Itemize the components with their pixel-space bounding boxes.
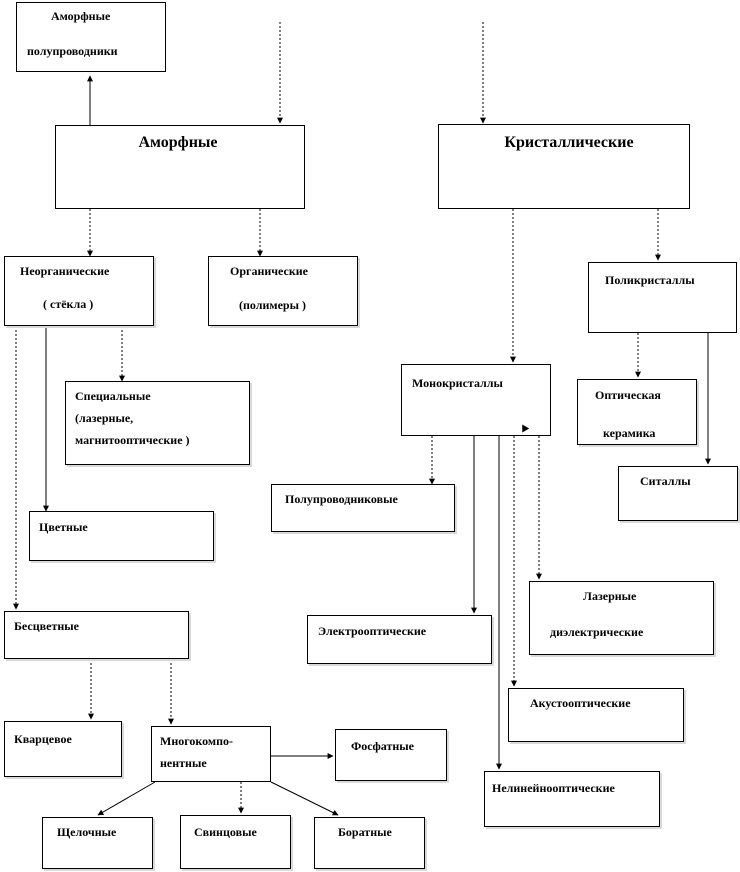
node-optical-ceramics-label-1: Оптическая: [595, 388, 661, 402]
node-inorganic-label-1: Неорганические: [20, 264, 110, 278]
node-crystalline-label: Кристаллические: [504, 134, 634, 151]
amorph-semi-word2: полупроводники: [27, 44, 118, 58]
node-special-label-1: Специальные: [75, 389, 151, 403]
node-multicomponent-label-1: Многокомпо-: [160, 734, 234, 748]
node-phosphate-box: [335, 729, 447, 781]
node-acoustooptic-label: Акустооптические: [530, 696, 631, 710]
node-lead-label: Свинцовые: [194, 825, 257, 839]
node-organic-label-2: (полимеры ): [239, 298, 306, 312]
node-monocrystals-label: Монокристаллы: [412, 376, 503, 390]
node-organic-label-1: Органические: [230, 264, 309, 278]
node-laser-dielectric-label-2: диэлектрические: [550, 625, 644, 639]
node-amorphous-label: Аморфные: [138, 134, 218, 151]
node-electrooptic-label: Электрооптические: [318, 624, 427, 638]
node-amorphous-semiconductors-line1: [51, 8, 110, 24]
link-multi-to-borate: [271, 782, 338, 815]
node-colorless-label: Бесцветные: [14, 619, 79, 633]
node-polycrystals-label: Поликристаллы: [605, 273, 695, 287]
node-sitalls-label: Ситаллы: [640, 474, 691, 488]
node-nonlinear-optic-label: Нелинейнооптические: [492, 781, 615, 795]
amorph-semi-word1: Аморфные: [51, 9, 111, 23]
node-colored-label: Цветные: [39, 520, 88, 534]
node-optical-ceramics-label-2: керамика: [603, 426, 656, 440]
node-quartz-box: [4, 721, 122, 777]
node-laser-dielectric-label-1: Лазерные: [583, 589, 637, 603]
node-special-label-3: магнитооптические ): [75, 433, 190, 447]
link-multi-to-alkaline: [98, 782, 155, 815]
node-multicomponent-label-2: нентные: [160, 756, 207, 770]
node-special-label-2: (лазерные,: [75, 411, 134, 425]
node-amorphous-semiconductors-line2: [27, 43, 118, 59]
node-borate-label: Боратные: [338, 825, 392, 839]
node-semiconductor-label: Полупроводниковые: [285, 492, 398, 506]
node-quartz-label: Кварцевое: [14, 732, 72, 746]
node-inorganic-label-2: ( стёкла ): [43, 297, 94, 311]
node-phosphate-label: Фосфатные: [351, 739, 414, 753]
node-alkaline-label: Щелочные: [57, 825, 117, 839]
